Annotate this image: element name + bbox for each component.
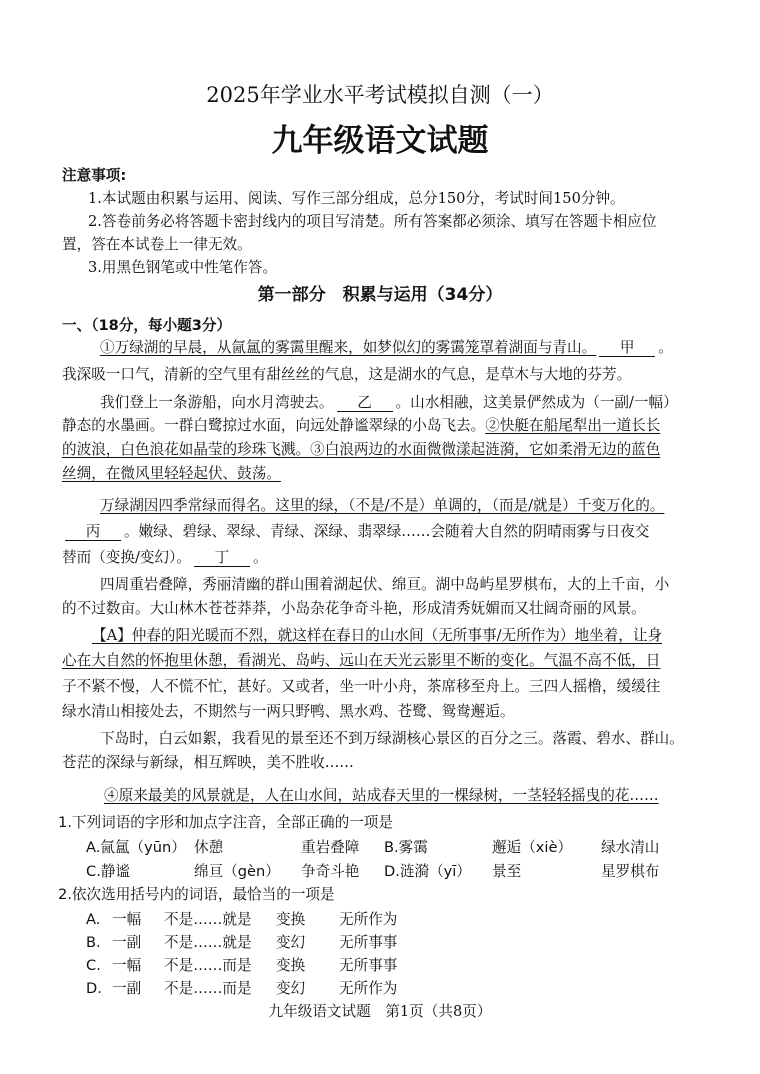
q1-word: 绵亘（gèn）	[194, 863, 280, 880]
q2-word: 一幅	[112, 911, 142, 928]
q2-word: 不是……而是	[164, 957, 252, 974]
passage-line-10: 四周重岩叠障，秀丽清幽的群山围着湖起伏、绵亘。湖中岛屿星罗棋布，大的上千亩，小	[100, 576, 670, 593]
notice-item-1: 1.本试题由积累与运用、阅读、写作三部分组成，总分150分，考试时间150分钟。	[88, 190, 625, 207]
q1-word: 争奇斗艳	[301, 863, 360, 880]
q1-option-a: A.氤氲（yūn）	[86, 839, 186, 856]
notice-item-2: 2.答卷前务必将答题卡密封线内的项目写清楚。所有答案都必须涂、填写在答题卡相应位	[88, 213, 657, 230]
page-footer: 九年级语文试题 第1页（共8页）	[268, 1003, 492, 1020]
passage-text: 心在大自然的怀抱里休憩，看湖光、岛屿、远山在天光云影里不断的变化。气温不高不低，日	[62, 652, 661, 669]
q2-word: 无所作为	[339, 980, 398, 997]
q1-word: 星罗棋布	[601, 863, 660, 880]
section-title: 第一部分 积累与运用（34分）	[257, 285, 503, 305]
passage-text: 静态的水墨画。一群白鹭掠过水面，向远处静谧翠绿的小岛飞去。	[62, 417, 486, 434]
q2-word: 不是……而是	[164, 980, 252, 997]
q2-letter: D.	[86, 980, 102, 997]
q2-word: 无所事事	[339, 957, 398, 974]
passage-line-17: 苍茫的深绿与新绿，相互辉映，美不胜收……	[62, 754, 354, 771]
q2-word: 变换	[276, 957, 306, 974]
q2-letter: A.	[86, 911, 101, 928]
blank-ding: 丁	[194, 550, 250, 567]
blank-bing: 丙	[65, 524, 121, 541]
passage-line-16: 下岛时，白云如絮，我看见的景至还不到万绿湖核心景区的百分之三。落霞、碧水、群山。	[100, 730, 684, 747]
q2-letter: B.	[86, 934, 101, 951]
passage-line-6: 丝绸，在微风里轻轻起伏、鼓荡。	[62, 465, 281, 482]
q2-word: 一幅	[112, 957, 142, 974]
underlined-sentence-2: ②快艇在船尾犁出一道长长	[485, 417, 661, 434]
q2-word: 不是……就是	[164, 911, 252, 928]
notice-item-2-cont: 置，答在本试卷上一律无效。	[62, 236, 252, 253]
q1-option-c: C.静谧	[86, 863, 131, 880]
passage-line-15: 绿水清山相接处去，不期然与一两只野鸭、黑水鸡、苍鹭、鸳鸯邂逅。	[62, 703, 515, 720]
passage-line-14: 子不紧不慢，人不慌不忙，甚好。又或者，坐一叶小舟，茶席移至舟上。三四人摇橹，缓缓往	[62, 678, 661, 695]
q2-word: 无所事事	[339, 934, 398, 951]
question-2-stem: 2.依次选用括号内的词语，最恰当的一项是	[58, 886, 335, 903]
passage-line-2: 我深吸一口气，清新的空气里有甜丝丝的气息，这是湖水的气息，是草木与大地的芬芳。	[62, 366, 632, 383]
passage-line-5: 的波浪，白色浪花如晶莹的珍珠飞溅。③白浪两边的水面微微漾起涟漪，它如柔滑无边的蓝色	[62, 441, 661, 458]
exam-title: 2025年学业水平考试模拟自测（一）	[206, 83, 554, 107]
q2-word: 变幻	[276, 980, 306, 997]
passage-line-11: 的不过数亩。大山林木苍苍莽莽，小岛杂花争奇斗艳，形成清秀妩媚而又壮阔奇丽的风景。	[62, 600, 646, 617]
passage-text: 。嫩绿、碧绿、翠绿、青绿、深绿、翡翠绿……会随着大自然的阴晴雨雾与日夜交	[124, 523, 650, 540]
passage-text: 替而（变换/变幻）。	[62, 549, 191, 566]
passage-line-7	[100, 496, 664, 516]
underlined-sentence-1: ①万绿湖的早晨，从氤氲的雾霭里醒来，如梦似幻的雾霭笼罩着湖面与青山。	[100, 339, 597, 356]
question-1-stem: 1.下列词语的字形和加点字注音，全部正确的一项是	[58, 814, 393, 831]
passage-line-8	[62, 522, 649, 542]
q2-word: 一副	[112, 934, 142, 951]
passage-line-18: ④原来最美的风景就是，人在山水间，站成春天里的一棵绿树，一茎轻轻摇曳的花……	[104, 787, 659, 804]
blank-jia: 甲	[599, 340, 655, 357]
q2-word: 变换	[276, 911, 306, 928]
passage-text: 【A】仲春的阳光暖而不烈，就这样在春日的山水间（无所事事/无所作为）地坐着，让身	[92, 627, 663, 644]
passage-line-9: 替而（变换/变幻）。 丁 。	[62, 549, 268, 566]
passage-text: 。山水相融，这美景俨然成为（一副/一幅）	[395, 394, 678, 411]
blank-yi: 乙	[337, 395, 393, 412]
q1-option-d: D.涟漪（yī）	[384, 863, 471, 880]
q1-word: 重岩叠障	[301, 839, 360, 856]
passage-text: 我们登上一条游船，向水月湾驶去。	[100, 394, 334, 411]
q1-word: 休憩	[194, 839, 224, 856]
passage-line-4	[62, 416, 660, 436]
q2-word: 一副	[112, 980, 142, 997]
part1-heading: 一、（18分，每小题3分）	[62, 317, 232, 334]
q2-word: 无所作为	[339, 911, 398, 928]
q2-letter: C.	[86, 957, 101, 974]
passage-line-3	[100, 393, 678, 413]
passage-line-12	[92, 626, 662, 646]
q1-word: 绿水清山	[601, 839, 660, 856]
passage-text: 万绿湖因四季常绿而得名。这里的绿，（不是/不是）单调的，（而是/就是）千变万化的。	[100, 497, 665, 514]
notice-heading: 注意事项:	[62, 167, 127, 184]
exam-subtitle: 九年级语文试题	[271, 123, 489, 159]
notice-item-3: 3.用黑色钢笔或中性笔作答。	[88, 259, 278, 276]
q2-word: 变幻	[276, 934, 306, 951]
q1-word: 景至	[492, 863, 522, 880]
q2-word: 不是……就是	[164, 934, 252, 951]
q1-option-b: B.雾霭	[384, 839, 428, 856]
passage-line-13	[62, 651, 660, 671]
passage-line-1: ①万绿湖的早晨，从氤氲的雾霭里醒来，如梦似幻的雾霭笼罩着湖面与青山。 甲 。	[100, 339, 673, 356]
q1-word: 邂逅（xiè）	[492, 839, 573, 856]
